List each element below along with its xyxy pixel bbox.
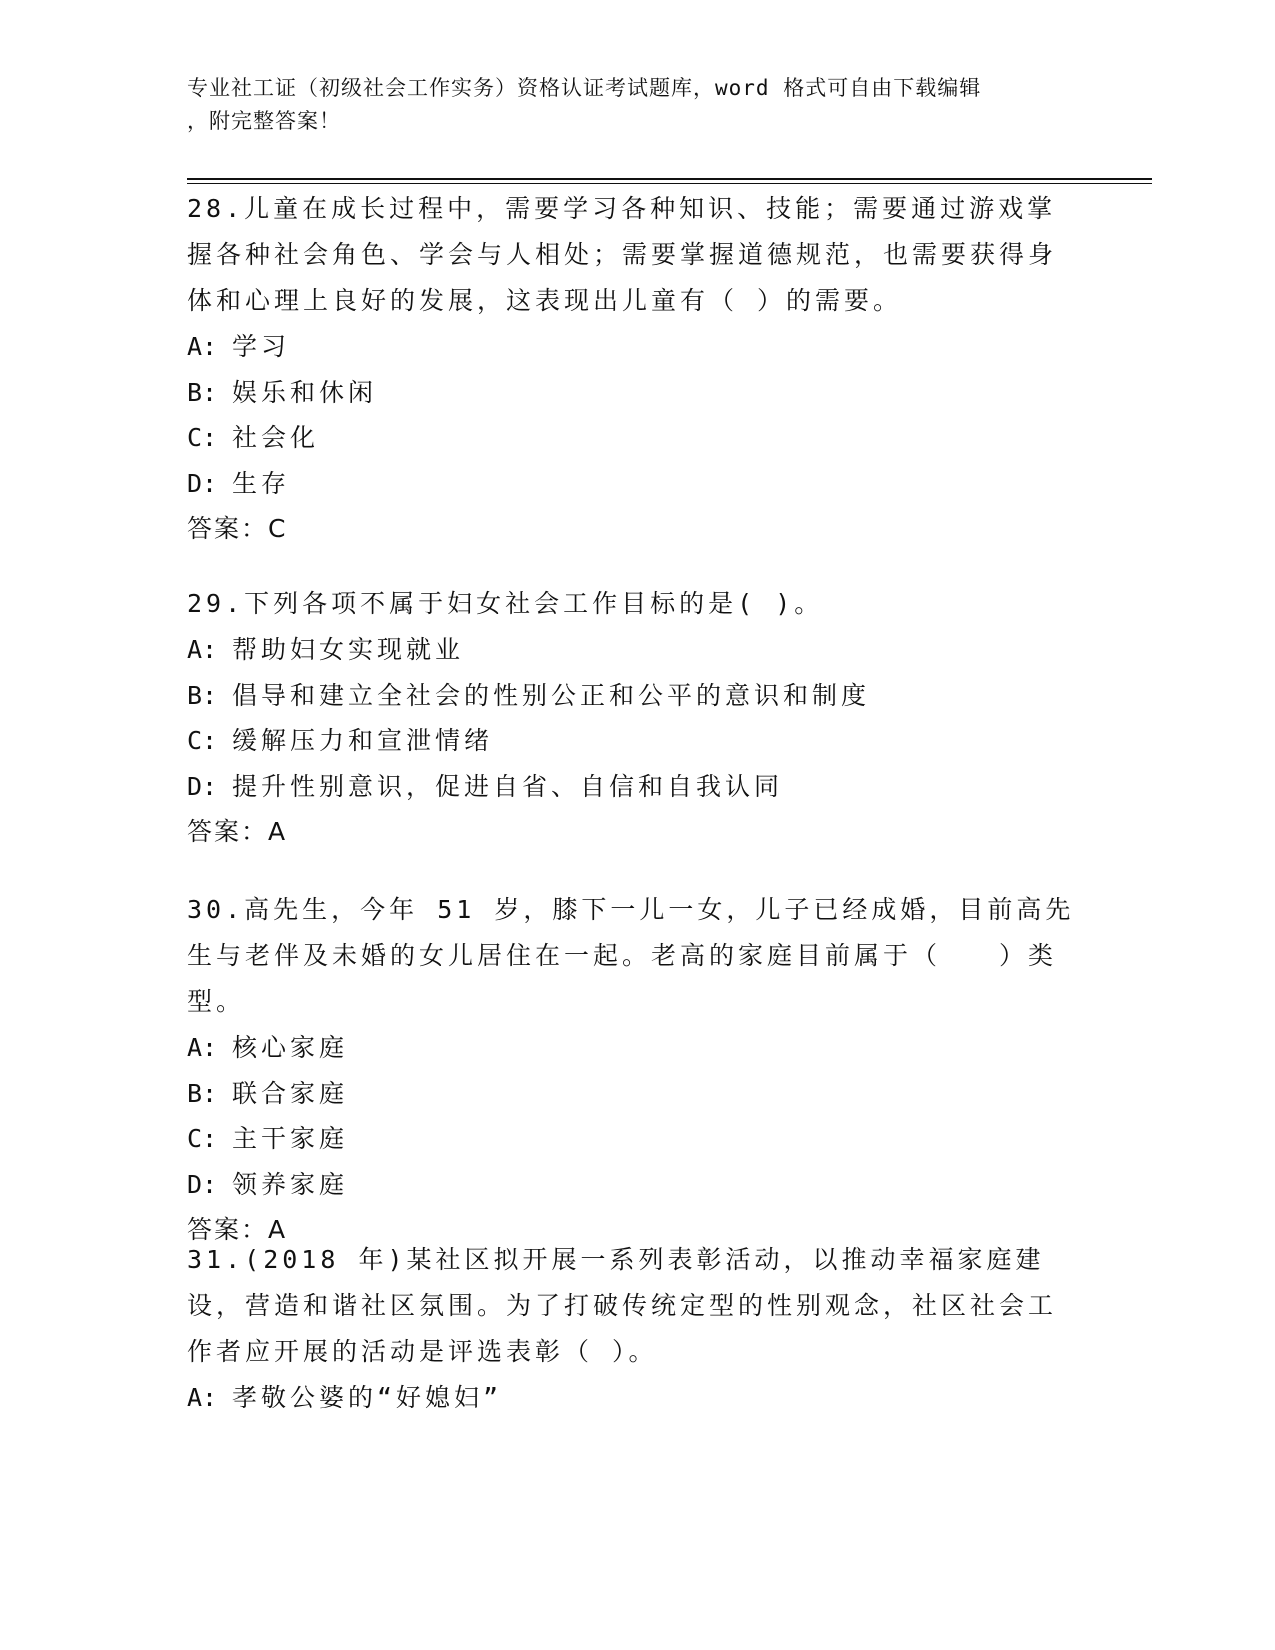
option-key: D: — [187, 468, 218, 498]
header-line-1: 专业社工证（初级社会工作实务）资格认证考试题库，word 格式可自由下载编辑 — [187, 76, 982, 100]
option-c — [187, 415, 1077, 461]
option-text: 主干家庭 — [232, 1124, 349, 1153]
option-a — [187, 1375, 1077, 1421]
option-text: 联合家庭 — [232, 1078, 349, 1108]
option-a — [187, 627, 1077, 673]
option-key: A: — [187, 1383, 218, 1412]
answer: 答案：C — [187, 514, 288, 543]
question-31 — [187, 1237, 1077, 1421]
header-divider-thin — [187, 183, 1152, 184]
question-stem: 29.下列各项不属于妇女社会工作目标的是( )。 — [187, 589, 824, 618]
option-key: D: — [187, 1169, 218, 1199]
document-header — [187, 72, 1087, 138]
option-text: 娱乐和休闲 — [232, 377, 378, 407]
option-text: 帮助妇女实现就业 — [232, 635, 465, 664]
option-text: 倡导和建立全社会的性别公正和公平的意识和制度 — [232, 680, 871, 710]
header-divider-thick — [187, 178, 1152, 180]
option-key: B: — [187, 680, 218, 710]
option-b — [187, 1071, 1077, 1117]
option-c — [187, 1116, 1077, 1162]
option-d — [187, 1162, 1077, 1208]
answer: 答案：A — [187, 817, 288, 846]
option-text: 孝敬公婆的“好媳妇” — [232, 1383, 503, 1412]
option-text: 领养家庭 — [232, 1169, 349, 1199]
option-a — [187, 1025, 1077, 1071]
option-key: A: — [187, 1033, 218, 1062]
option-c — [187, 718, 1077, 764]
answer: 答案：A — [187, 1215, 288, 1244]
question-stem: 31.(2018 年)某社区拟开展一系列表彰活动，以推动幸福家庭建设，营造和谐社区氛围。为了打破传统定型的性别观念，社区社会工作者应开展的活动是评选表彰（ ）。 — [187, 1245, 1058, 1366]
option-key: B: — [187, 377, 218, 407]
question-stem: 28.儿童在成长过程中，需要学习各种知识、技能；需要通过游戏掌握各种社会角色、学会与人相处；需要掌握道德规范，也需要获得身体和心理上良好的发展，这表现出儿童有（ ）的需要。 — [187, 194, 1058, 315]
option-key: C: — [187, 726, 218, 755]
option-key: C: — [187, 423, 218, 452]
option-d — [187, 764, 1077, 810]
option-text: 缓解压力和宣泄情绪 — [232, 726, 494, 755]
option-key: C: — [187, 1124, 218, 1153]
option-a — [187, 324, 1077, 370]
option-key: D: — [187, 771, 218, 801]
option-text: 生存 — [232, 468, 291, 498]
question-29 — [187, 581, 1077, 855]
option-text: 学习 — [232, 332, 291, 361]
option-d — [187, 461, 1077, 507]
question-30 — [187, 887, 1077, 1253]
option-text: 社会化 — [232, 423, 320, 452]
option-key: B: — [187, 1078, 218, 1108]
option-b — [187, 673, 1077, 719]
option-key: A: — [187, 635, 218, 664]
option-key: A: — [187, 332, 218, 361]
option-b — [187, 370, 1077, 416]
header-line-2: ，附完整答案！ — [187, 109, 341, 133]
option-text: 核心家庭 — [232, 1033, 349, 1062]
question-28 — [187, 186, 1077, 552]
option-text: 提升性别意识，促进自省、自信和自我认同 — [232, 771, 784, 801]
question-stem: 30.高先生，今年 51 岁，膝下一儿一女，儿子已经成婚，目前高先生与老伴及未婚的女儿居住在一起。老高的家庭目前属于（ ）类型。 — [187, 895, 1075, 1016]
